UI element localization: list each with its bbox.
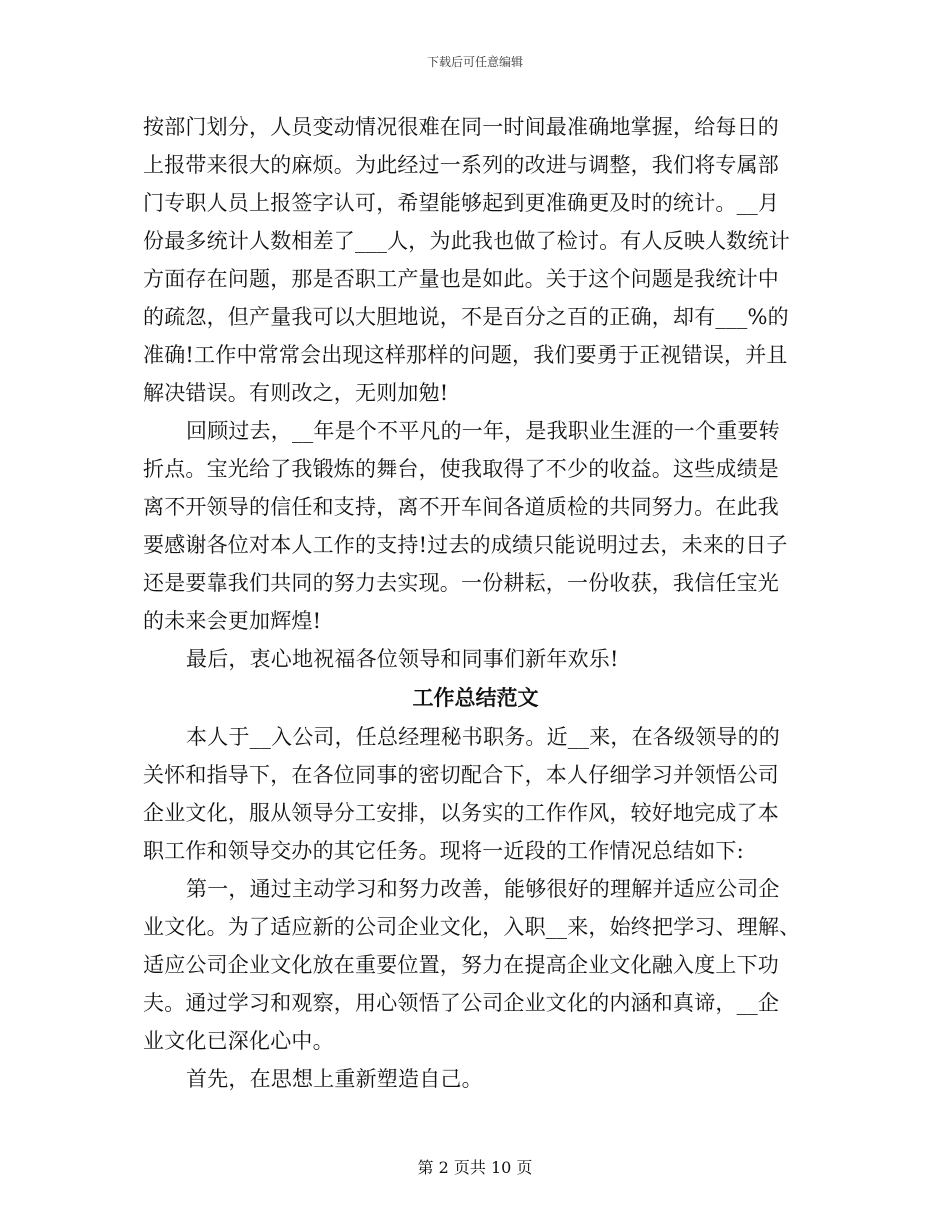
paragraph-start-line: 最后，衷心地祝福各位领导和同事们新年欢乐! xyxy=(186,647,619,671)
body-line: 按部门划分，人员变动情况很难在同一时间最准确地掌握，给每日的 xyxy=(143,115,779,139)
body-line: 份最多统计人数相差了___人，为此我也做了检讨。有人反映人数统计 xyxy=(143,229,790,253)
body-line: 业文化已深化心中。 xyxy=(143,1029,334,1053)
body-line: 业文化。为了适应新的公司企业文化，入职__来，始终把学习、理解、 xyxy=(143,915,801,939)
body-line: 解决错误。有则改之，无则加勉! xyxy=(143,381,449,405)
paragraph-start-line: 第一，通过主动学习和努力改善，能够很好的理解并适应公司企 xyxy=(186,877,780,901)
body-line: 夫。通过学习和观察，用心领悟了公司企业文化的内涵和真谛，__企 xyxy=(143,991,780,1015)
body-line: 的未来会更加辉煌! xyxy=(143,609,322,633)
body-line: 方面存在问题，那是否职工产量也是如此。关于这个问题是我统计中 xyxy=(143,267,779,291)
body-line: 要感谢各位对本人工作的支持!过去的成绩只能说明过去，未来的日子 xyxy=(143,533,788,557)
page-number: 第 2 页共 10 页 xyxy=(417,1158,533,1177)
section-title: 工作总结范文 xyxy=(412,685,539,710)
body-line: 的疏忽，但产量我可以大胆地说，不是百分之百的正确，却有___%的 xyxy=(143,305,789,329)
paragraph-start-line: 回顾过去，__年是个不平凡的一年，是我职业生涯的一个重要转 xyxy=(186,419,780,443)
body-line: 关怀和指导下，在各位同事的密切配合下，本人仔细学习并领悟公司 xyxy=(143,763,779,787)
body-line: 门专职人员上报签字认可，希望能够起到更准确更及时的统计。__月 xyxy=(143,191,780,215)
body-line: 企业文化，服从领导分工安排，以务实的工作作风，较好地完成了本 xyxy=(143,801,779,825)
document-body xyxy=(143,108,808,1098)
body-line: 职工作和领导交办的其它任务。现将一近段的工作情况总结如下: xyxy=(143,839,744,863)
paragraph-start-line: 本人于__入公司，任总经理秘书职务。近__来，在各级领导的的 xyxy=(186,725,780,749)
body-line: 上报带来很大的麻烦。为此经过一系列的改进与调整，我们将专属部 xyxy=(143,153,779,177)
page-header: 下载后可任意编辑 xyxy=(426,55,523,69)
body-line: 折点。宝光给了我锻炼的舞台，使我取得了不少的收益。这些成绩是 xyxy=(143,457,779,481)
body-line: 适应公司企业文化放在重要位置，努力在提高企业文化融入度上下功 xyxy=(143,953,779,977)
paragraph-start-line: 首先，在思想上重新塑造自己。 xyxy=(186,1067,483,1091)
body-line: 还是要靠我们共同的努力去实现。一份耕耘，一份收获，我信任宝光 xyxy=(143,571,779,595)
body-line: 离不开领导的信任和支持，离不开车间各道质检的共同努力。在此我 xyxy=(143,495,779,519)
body-line: 准确!工作中常常会出现这样那样的问题，我们要勇于正视错误，并且 xyxy=(143,343,788,367)
